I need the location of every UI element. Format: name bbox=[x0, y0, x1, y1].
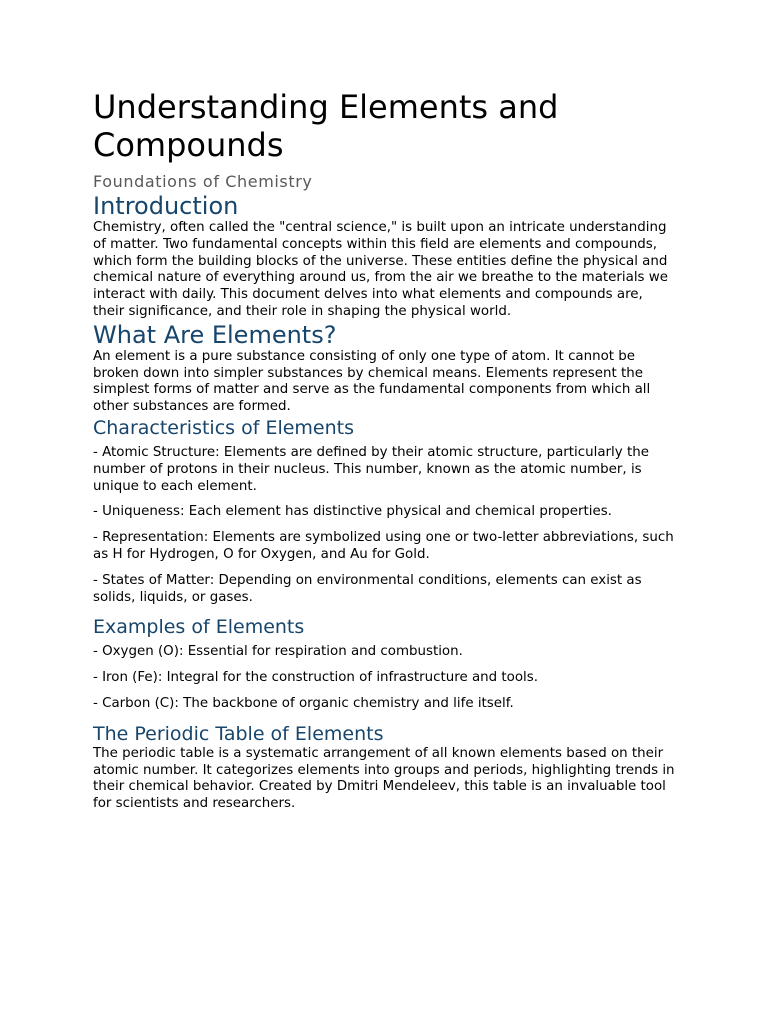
list-item: - Uniqueness: Each element has distinctive physical and chemical properties. bbox=[93, 504, 612, 520]
periodic-table-paragraph: The periodic table is a systematic arrangement of all known elements based on their atomic number. It categorizes elements into groups and periods, highlighting trends in their chemical behavior. Created by Dmitri Mendeleev, this table is an invaluable tool for scientists and researchers. bbox=[93, 745, 675, 812]
introduction-heading: Introduction bbox=[93, 192, 239, 220]
document-title: Understanding Elements and Compounds bbox=[93, 88, 559, 164]
list-item: - States of Matter: Depending on environmental conditions, elements can exist as solids, liquids, or gases. bbox=[93, 572, 642, 605]
characteristics-list bbox=[93, 445, 675, 606]
elements-paragraph: An element is a pure substance consisting of only one type of atom. It cannot be broken down into simpler substances by chemical means. Elements represent the simplest forms of matter and serve as the fundamental components from which all other substances are formed. bbox=[93, 348, 651, 415]
introduction-paragraph: Chemistry, often called the "central science," is built upon an intricate understanding of matter. Two fundamental concepts within this field are elements and compounds, which form the building blocks of the universe. These entities define the physical and chemical nature of everything around us, from the air we breathe to the materials we interact with daily. This document delves into what elements and compounds are, their significance, and their role in shaping the physical world. bbox=[93, 220, 668, 319]
document-subtitle: Foundations of Chemistry bbox=[93, 172, 313, 191]
characteristics-heading: Characteristics of Elements bbox=[93, 416, 355, 439]
list-item: - Atomic Structure: Elements are defined by their atomic structure, particularly the number of protons in their nucleus. This number, known as the atomic number, is unique to each element. bbox=[93, 444, 649, 494]
elements-heading: What Are Elements? bbox=[93, 320, 337, 349]
examples-heading: Examples of Elements bbox=[93, 616, 305, 639]
list-item: - Carbon (C): The backbone of organic chemistry and life itself. bbox=[93, 695, 514, 711]
periodic-table-heading: The Periodic Table of Elements bbox=[93, 722, 384, 745]
list-item: - Representation: Elements are symbolized using one or two-letter abbreviations, such as H for Hydrogen, O for Oxygen, and Au for Gold. bbox=[93, 530, 674, 562]
list-item: - Oxygen (O): Essential for respiration and combustion. bbox=[93, 644, 463, 660]
examples-list bbox=[93, 644, 675, 712]
list-item: - Iron (Fe): Integral for the construction of infrastructure and tools. bbox=[93, 670, 539, 686]
